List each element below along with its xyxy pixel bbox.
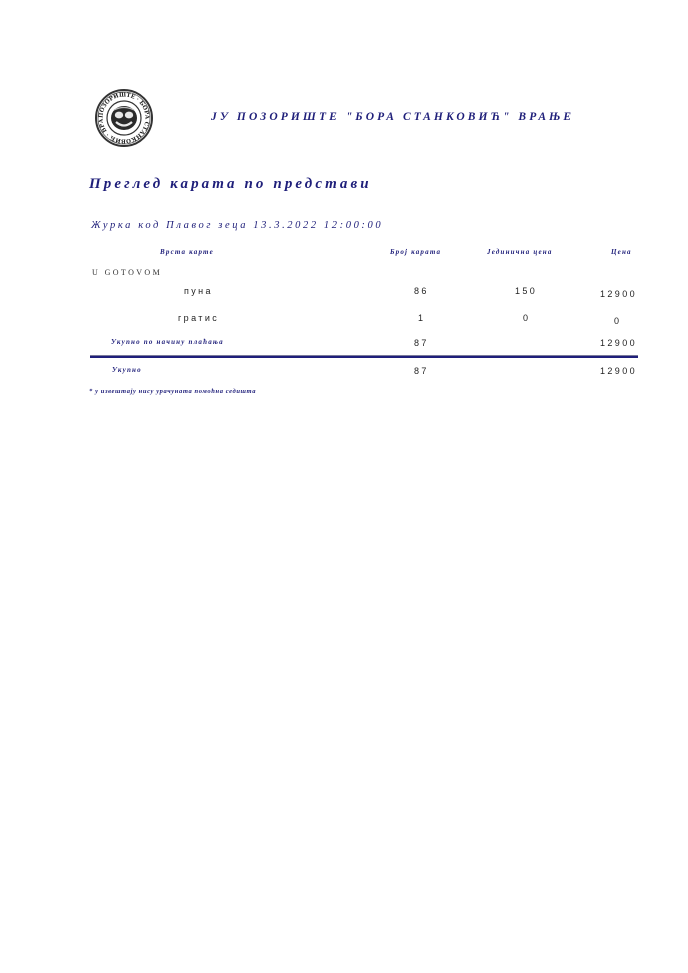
column-header-type: Врста карте bbox=[160, 248, 214, 256]
theatre-logo bbox=[92, 88, 156, 148]
column-header-count: Број карата bbox=[390, 248, 442, 256]
table-row-price: 0 bbox=[614, 316, 622, 326]
subtotal-count: 87 bbox=[414, 338, 429, 348]
table-row-count: 86 bbox=[414, 286, 429, 296]
footnote: * у извештају нису урачуната помоћна седишта bbox=[89, 388, 257, 395]
table-row-unit-price: 150 bbox=[515, 286, 538, 296]
table-row-type: пуна bbox=[184, 286, 213, 296]
column-header-unit-price: Јединична цена bbox=[487, 248, 553, 256]
table-row-unit-price: 0 bbox=[523, 313, 531, 323]
divider-line-thick bbox=[90, 356, 638, 358]
subtotal-label: Укупно по начину плаћања bbox=[111, 338, 224, 346]
table-row-count: 1 bbox=[418, 313, 426, 323]
subtotal-price: 12900 bbox=[600, 338, 638, 348]
total-price: 12900 bbox=[600, 366, 638, 376]
svg-text:ПОЗОРИШТЕ · БОРА СТАНКОВИЋ · В: ПОЗОРИШТЕ · БОРА СТАНКОВИЋ · ВРА bbox=[98, 92, 150, 144]
table-row-price: 12900 bbox=[600, 289, 638, 299]
total-label: Укупно bbox=[112, 366, 142, 374]
table-row-type: гратис bbox=[178, 313, 220, 323]
report-title: Преглед карата по представи bbox=[89, 176, 372, 192]
performance-info: Журка код Плавог зеца 13.3.2022 12:00:00 bbox=[91, 220, 384, 231]
organization-name: ЈУ ПОЗОРИШТЕ "БОРА СТАНКОВИЋ" ВРАЊЕ bbox=[211, 111, 575, 123]
total-count: 87 bbox=[414, 366, 429, 376]
payment-group-label: U GOTOVOM bbox=[92, 268, 163, 277]
column-header-price: Цена bbox=[611, 248, 632, 256]
